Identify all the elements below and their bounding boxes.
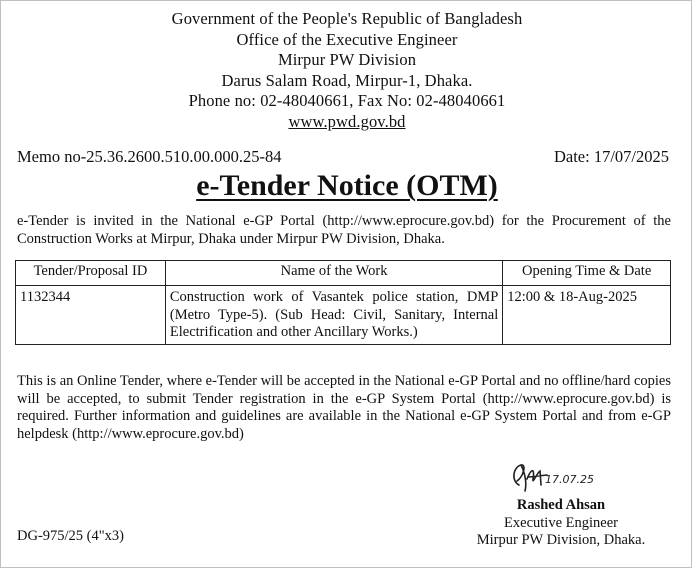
notice-title: e-Tender Notice (OTM) bbox=[196, 169, 498, 202]
signer-designation: Executive Engineer bbox=[504, 514, 618, 531]
signer-block bbox=[441, 497, 681, 550]
tender-id-cell: 1132344 bbox=[16, 286, 166, 345]
address-line: Darus Salam Road, Mirpur-1, Dhaka. bbox=[221, 70, 473, 90]
signer-name: Rashed Ahsan bbox=[516, 497, 606, 513]
signer-office: Mirpur PW Division, Dhaka. bbox=[476, 532, 646, 548]
signature-date: 17.07.25 bbox=[545, 473, 594, 486]
memo-number: Memo no-25.36.2600.510.00.000.25-84 bbox=[17, 147, 282, 166]
work-name-cell: Construction work of Vasantek police station, DMP (Metro Type-5). (Sub Head: Civil, Sanitary, Internal Electrification and other Ancillary Works.) bbox=[165, 286, 502, 345]
dg-code: DG-975/25 (4"x3) bbox=[17, 528, 125, 544]
memo-row bbox=[17, 147, 669, 167]
intro-paragraph: e-Tender is invited in the National e-GP Portal (http://www.eprocure.gov.bd) for the Procurement of the Construction Works at Mirpur, Dhaka under Mirpur PW Division, Dhaka. bbox=[17, 213, 671, 247]
column-header-tender-id: Tender/Proposal ID bbox=[16, 261, 166, 286]
opening-time-cell: 12:00 & 18-Aug-2025 bbox=[503, 286, 671, 345]
phone-fax-line: Phone no: 02-48040661, Fax No: 02-48040661 bbox=[188, 91, 506, 110]
memo-date: Date: 17/07/2025 bbox=[553, 147, 669, 166]
website-link[interactable]: www.pwd.gov.bd bbox=[288, 111, 406, 131]
table-header-row bbox=[16, 261, 671, 286]
office-line: Office of the Executive Engineer bbox=[236, 29, 458, 49]
instructions-paragraph: This is an Online Tender, where e-Tender will be accepted in the National e-GP Portal and no offline/hard copies will be accepted, to submit Tender registration in the e-GP System Portal (http://www.eprocure.gov.bd) is required. Further information and guidelines are available in the National e-GP System Portal and from e-GP helpdesk (http://www.eprocure.gov.bd) bbox=[17, 373, 671, 442]
column-header-opening: Opening Time & Date bbox=[503, 261, 671, 286]
division-line: Mirpur PW Division bbox=[277, 50, 417, 69]
table-row bbox=[16, 286, 671, 345]
government-line: Government of the People's Republic of Bangladesh bbox=[171, 9, 523, 28]
column-header-work-name: Name of the Work bbox=[165, 261, 502, 286]
handwritten-signature bbox=[507, 459, 617, 497]
letterhead bbox=[1, 9, 692, 132]
tender-table bbox=[15, 260, 671, 345]
